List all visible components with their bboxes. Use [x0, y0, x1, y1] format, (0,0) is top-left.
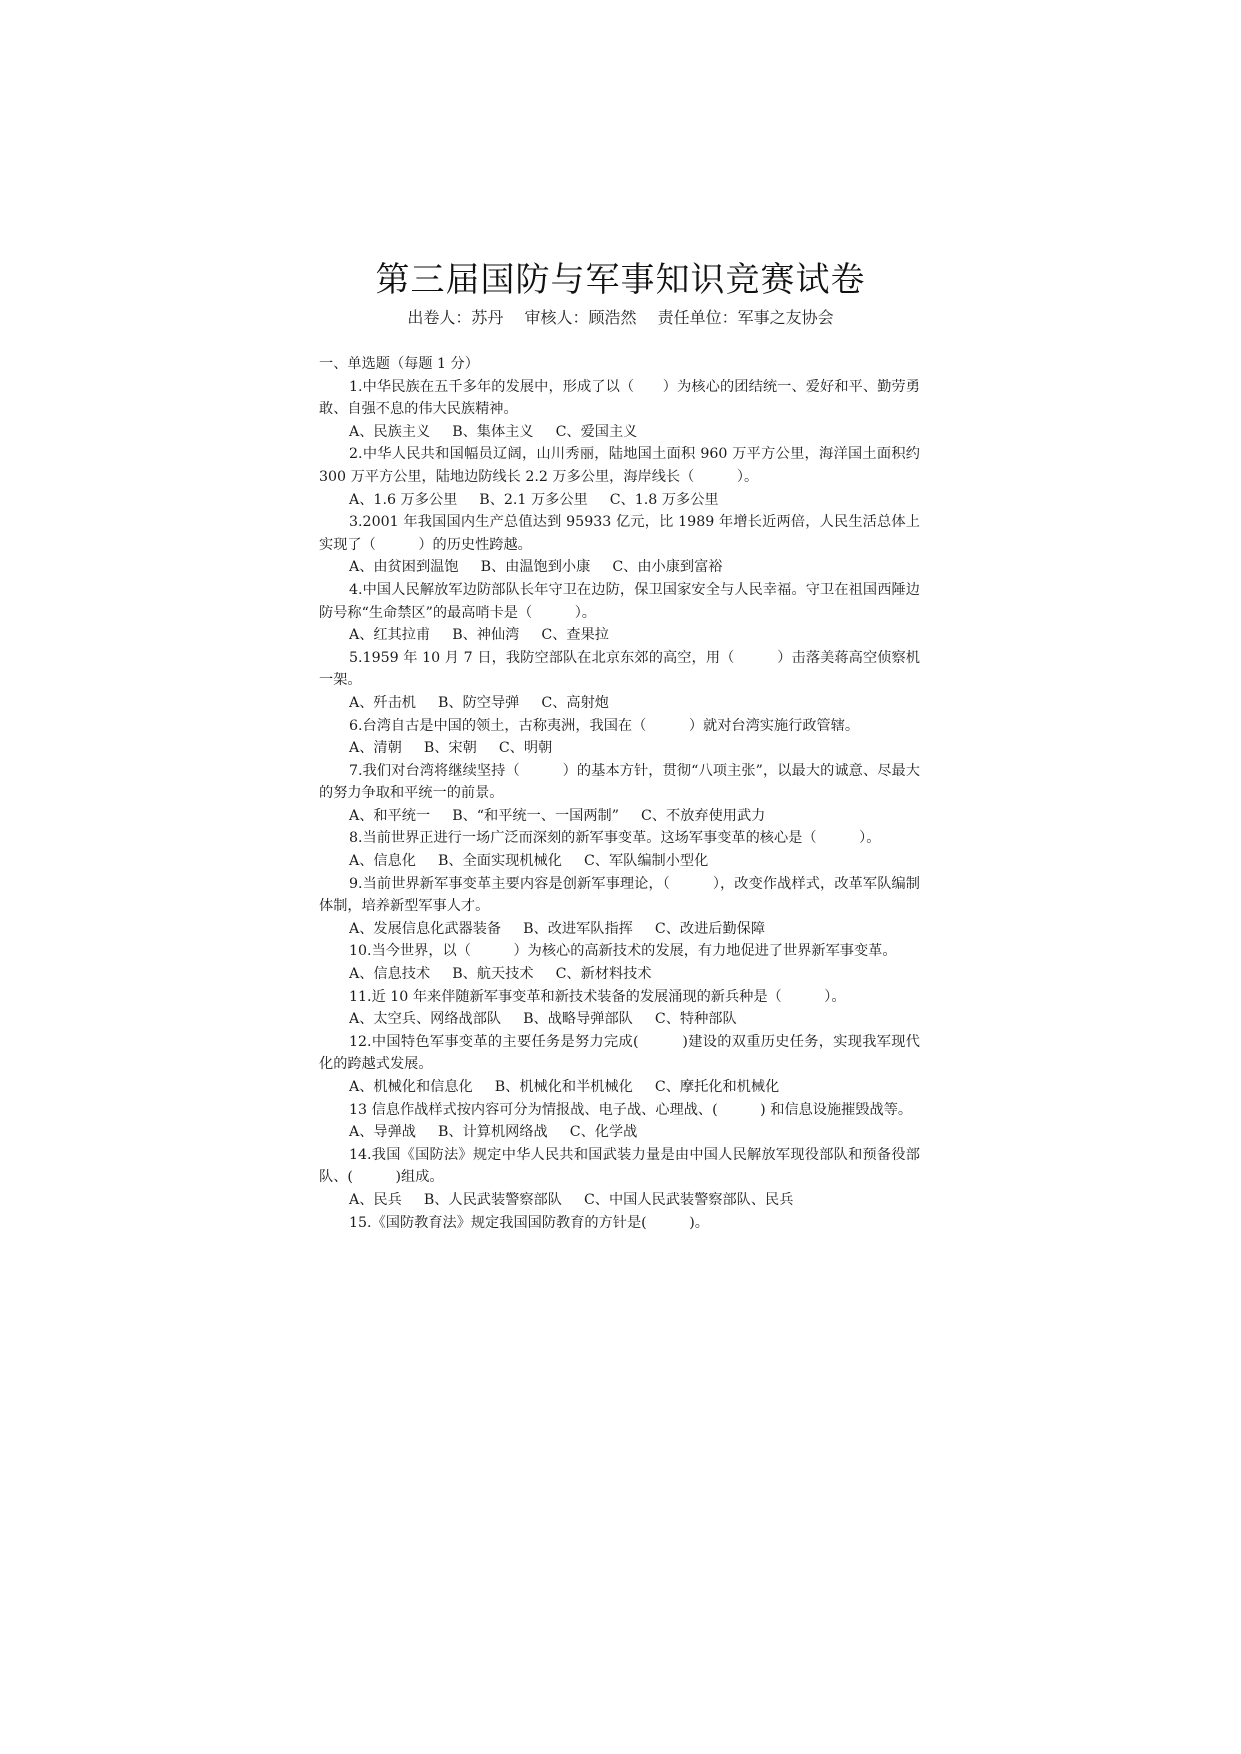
option-item: A、太空兵、网络战部队 — [349, 1011, 502, 1028]
author-credit: 出卷人：苏丹 — [407, 308, 504, 327]
option-item: C、军队编制小型化 — [583, 853, 709, 870]
option-item: B、人民武装警察部队 — [423, 1191, 562, 1208]
option-item: B、机械化和半机械化 — [494, 1079, 633, 1095]
option-item: A、1.6 万多公里 — [349, 491, 458, 508]
question-options — [319, 1076, 920, 1099]
option-item: B、神仙湾 — [452, 627, 520, 644]
option-item: A、信息技术 — [349, 966, 431, 983]
option-item: B、2.1 万多公里 — [479, 491, 588, 508]
option-item: C、查果拉 — [541, 627, 609, 644]
option-item: B、由温饱到小康 — [480, 559, 591, 576]
option-item: C、1.8 万多公里 — [609, 491, 719, 508]
question-options — [319, 1008, 920, 1031]
option-item: B、宋朝 — [423, 740, 477, 757]
unit-credit: 责任单位：军事之友协会 — [657, 308, 834, 327]
question-options — [319, 918, 920, 941]
exam-title: 第三届国防与军事知识竞赛试卷 — [375, 260, 866, 300]
question-text: 8.当前世界正进行一场广泛而深刻的新军事变革。这场军事变革的核心是（ ）。 — [349, 830, 881, 847]
option-item: C、新材料技术 — [555, 966, 652, 983]
question-options — [319, 624, 920, 647]
option-item: C、爱国主义 — [555, 423, 638, 440]
option-item: C、明朝 — [498, 740, 553, 757]
option-item: C、由小康到富裕 — [612, 559, 723, 576]
question-options — [319, 850, 920, 873]
option-item: A、信息化 — [349, 853, 416, 870]
option-item: A、和平统一 — [349, 807, 431, 824]
question-text: 4.中国人民解放军边防部队长年守卫在边防，保卫国家安全与人民幸福。守卫在祖国西陲边防号称“生命禁区”的最高哨卡是（ ）。 — [319, 581, 920, 621]
question-text: 7.我们对台湾将继续坚持（ ）的基本方针，贯彻“八项主张”，以最大的诚意、尽最大的努力争取和平统一的前景。 — [319, 762, 920, 802]
question-text: 5.1959 年 10 月 7 日，我防空部队在北京东郊的高空，用（ ）击落美蒋高空侦察机一架。 — [319, 649, 920, 689]
question-options — [319, 805, 920, 828]
option-item: C、特种部队 — [654, 1011, 737, 1028]
question-text: 12.中国特色军事变革的主要任务是努力完成( )建设的双重历史任务，实现我军现代化的跨越式发展。 — [319, 1033, 920, 1073]
option-item: C、中国人民武装警察部队、民兵 — [583, 1191, 794, 1208]
question-list — [319, 376, 920, 1235]
option-item: C、改进后勤保障 — [654, 920, 766, 937]
reviewer-credit: 审核人：顾浩然 — [524, 308, 637, 327]
question-text: 6.台湾自古是中国的领土，古称夷洲，我国在（ ）就对台湾实施行政管辖。 — [349, 717, 860, 734]
question-options — [319, 963, 920, 986]
question-text: 1.中华民族在五千多年的发展中，形成了以（ ）为核心的团结统一、爱好和平、勤劳勇敢、自强不息的伟大民族精神。 — [319, 378, 920, 418]
question-text: 11.近 10 年来伴随新军事变革和新技术装备的发展涌现的新兵种是（ ）。 — [349, 988, 846, 1005]
option-item: B、计算机网络战 — [438, 1124, 548, 1141]
option-item: A、清朝 — [349, 740, 402, 757]
exam-credits — [0, 307, 1241, 329]
option-item: A、歼击机 — [349, 694, 416, 711]
question-options — [319, 1121, 920, 1144]
option-item: A、由贫困到温饱 — [349, 559, 459, 576]
question-text: 2.中华人民共和国幅员辽阔，山川秀丽，陆地国土面积 960 万平方公里，海洋国土面积约 300 万平方公里，陆地边防线长 2.2 万多公里，海岸线长（ ）。 — [319, 446, 920, 485]
option-item: A、民兵 — [349, 1191, 402, 1208]
question-text: 15.《国防教育法》规定我国国防教育的方针是( )。 — [349, 1214, 709, 1231]
option-item: A、导弹战 — [349, 1124, 416, 1141]
option-item: B、防空导弹 — [438, 694, 520, 711]
option-item: B、改进军队指挥 — [523, 920, 633, 937]
question-text: 10.当今世界，以（ ）为核心的高新技术的发展，有力地促进了世界新军事变革。 — [349, 943, 897, 960]
option-item: B、航天技术 — [452, 966, 534, 983]
option-item: A、发展信息化武器装备 — [349, 920, 502, 937]
option-item: C、不放弃使用武力 — [641, 807, 766, 824]
question-options — [319, 556, 920, 579]
option-item: B、“和平统一、一国两制” — [452, 807, 619, 824]
question-options — [319, 692, 920, 715]
question-text: 13 信息作战样式按内容可分为情报战、电子战、心理战、( ) 和信息设施摧毁战等。 — [349, 1101, 913, 1118]
question-text: 9.当前世界新军事变革主要内容是创新军事理论，（ ），改变作战样式，改革军队编制体制，培养新型军事人才。 — [319, 875, 920, 915]
question-options — [319, 737, 920, 760]
option-item: C、摩托化和机械化 — [654, 1079, 780, 1095]
option-item: C、高射炮 — [541, 694, 609, 711]
question-text: 3.2001 年我国国内生产总值达到 95933 亿元，比 1989 年增长近两倍，人民生活总体上实现了（ ）的历史性跨越。 — [319, 514, 920, 553]
option-item: A、机械化和信息化 — [349, 1079, 473, 1095]
question-options — [319, 1189, 920, 1212]
question-text: 14.我国《国防法》规定中华人民共和国武装力量是由中国人民解放军现役部队和预备役部队、( )组成。 — [319, 1146, 920, 1186]
question-options — [319, 489, 920, 512]
question-options — [319, 421, 920, 444]
option-item: A、红其拉甫 — [349, 627, 431, 644]
section-heading: 一、单选题（每题 1 分） — [319, 356, 479, 372]
exam-body — [319, 353, 920, 1234]
option-item: B、战略导弹部队 — [523, 1011, 633, 1028]
option-item: B、全面实现机械化 — [438, 853, 562, 870]
option-item: B、集体主义 — [452, 423, 534, 440]
option-item: C、化学战 — [569, 1124, 638, 1141]
option-item: A、民族主义 — [349, 423, 431, 440]
